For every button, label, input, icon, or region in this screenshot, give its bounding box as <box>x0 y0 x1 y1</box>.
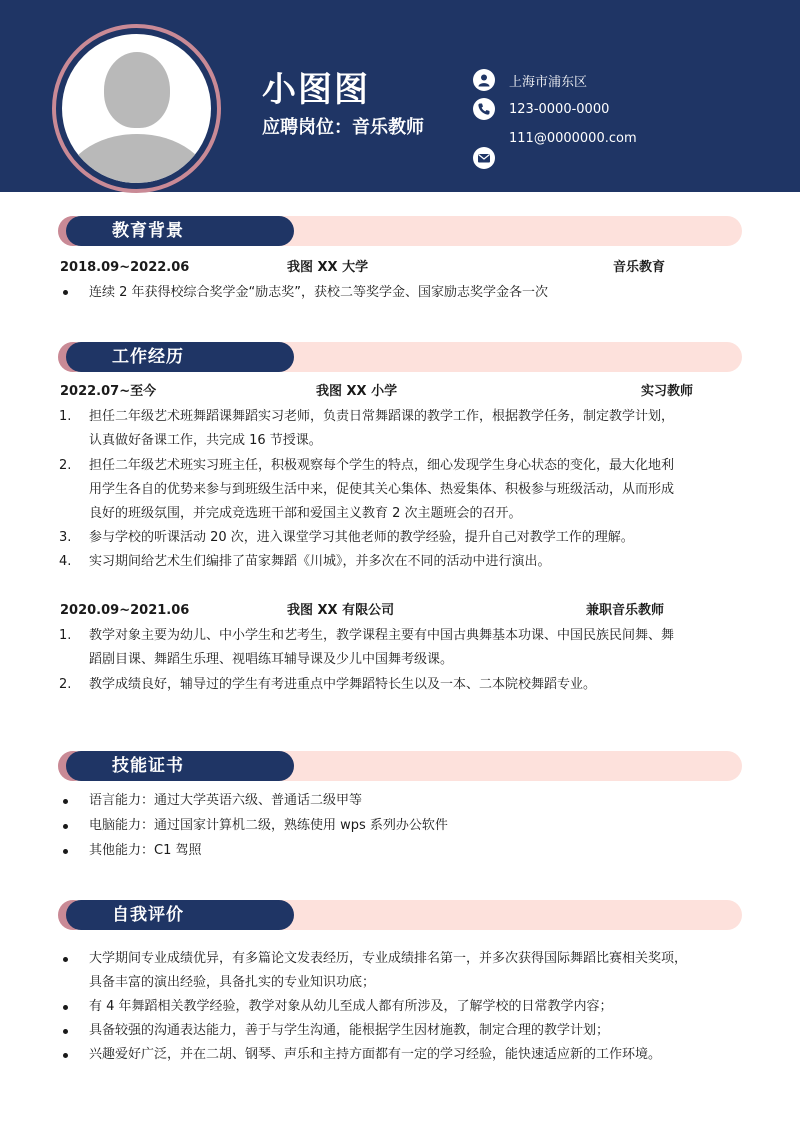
applied-position: 应聘岗位：音乐教师 <box>262 117 424 138</box>
skill-item: 电脑能力：通过国家计算机二级，熟练使用 wps 系列办公软件 <box>89 818 448 833</box>
person-icon <box>473 69 495 91</box>
avatar <box>52 24 221 193</box>
skill-item: 其他能力：C1 驾照 <box>89 843 202 858</box>
bullet-dot <box>63 1029 68 1034</box>
self-eval-line: 大学期间专业成绩优异，有多篇论文发表经历，专业成绩排名第一，并多次获得国际舞蹈比赛相关奖项， <box>89 951 688 966</box>
mail-icon <box>473 147 495 169</box>
bullet-dot <box>63 849 68 854</box>
contact-mail-icon-row <box>473 146 495 170</box>
section-title: 技能证书 <box>66 751 294 781</box>
education-date: 2018.09~2022.06 <box>60 260 190 275</box>
section-skills-header <box>58 751 742 781</box>
bullet-dot <box>63 957 68 962</box>
self-eval-line: 具备较强的沟通表达能力，善于与学生沟通，能根据学生因材施教，制定合理的教学计划； <box>89 1023 610 1038</box>
job-org: 我图 XX 小学 <box>316 384 398 399</box>
item-number: 4. <box>59 554 72 569</box>
phone-icon <box>473 98 495 120</box>
bullet-dot <box>63 799 68 804</box>
section-self-header <box>58 900 742 930</box>
item-number: 1. <box>59 409 72 424</box>
job-item-line: 担任二年级艺术班舞蹈课舞蹈实习老师，负责日常舞蹈课的教学工作，根据教学任务，制定教学计划， <box>89 409 675 424</box>
education-bullet: 连续 2 年获得校综合奖学金“励志奖”，获校二等奖学金、国家励志奖学金各一次 <box>89 285 549 300</box>
item-number: 1. <box>59 628 72 643</box>
self-eval-line: 有 4 年舞蹈相关教学经验，教学对象从幼儿至成人都有所涉及，了解学校的日常教学内容； <box>89 999 613 1014</box>
education-major: 音乐教育 <box>613 260 666 275</box>
job-role: 兼职音乐教师 <box>586 603 665 618</box>
job-role: 实习教师 <box>641 384 694 399</box>
job-item-line: 实习期间给艺术生们编排了苗家舞蹈《川城》，并多次在不同的活动中进行演出。 <box>89 554 551 569</box>
email-text: 111@0000000.com <box>509 130 637 146</box>
bullet-dot <box>63 824 68 829</box>
item-number: 3. <box>59 530 72 545</box>
contact-email <box>473 126 637 150</box>
job-item-line: 教学成绩良好，辅导过的学生有考进重点中学舞蹈特长生以及一本、二本院校舞蹈专业。 <box>89 677 597 692</box>
section-education-header <box>58 216 742 246</box>
section-title: 教育背景 <box>66 216 294 246</box>
candidate-name: 小图图 <box>262 70 370 110</box>
address-text: 上海市浦东区 <box>509 74 588 90</box>
job-item-line: 用学生各自的优势来参与到班级生活中来，促使其关心集体、热爱集体、积极参与班级活动，从而形成 <box>89 482 675 497</box>
job-date: 2020.09~2021.06 <box>60 603 190 618</box>
contact-address <box>473 68 587 92</box>
section-title: 自我评价 <box>66 900 294 930</box>
job-item-line: 教学对象主要为幼儿、中小学生和艺考生，教学课程主要有中国古典舞基本功课、中国民族民间舞、舞 <box>89 628 675 643</box>
section-title: 工作经历 <box>66 342 294 372</box>
job-item-line: 认真做好备课工作，共完成 16 节授课。 <box>89 433 322 448</box>
self-eval-line: 具备丰富的演出经验，具备扎实的专业知识功底； <box>89 975 376 990</box>
job-item-line: 蹈剧目课、舞蹈生乐理、视唱练耳辅导课及少儿中国舞考级课。 <box>89 652 454 667</box>
job-item-line: 担任二年级艺术班实习班主任，积极观察每个学生的特点，细心发现学生身心状态的变化，最大化地利 <box>89 458 675 473</box>
job-org: 我图 XX 有限公司 <box>287 603 395 618</box>
bullet-dot <box>63 1053 68 1058</box>
job-date: 2022.07~至今 <box>60 384 157 399</box>
skill-item: 语言能力：通过大学英语六级、普通话二级甲等 <box>89 793 363 808</box>
contact-phone <box>473 97 609 121</box>
section-work-header <box>58 342 742 372</box>
item-number: 2. <box>59 677 72 692</box>
job-item-line: 参与学校的听课活动 20 次，进入课堂学习其他老师的教学经验，提升自己对教学工作的理解。 <box>89 530 634 545</box>
avatar-placeholder-icon <box>62 34 211 183</box>
education-school: 我图 XX 大学 <box>287 260 369 275</box>
phone-text: 123-0000-0000 <box>509 101 610 117</box>
bullet-dot <box>63 1005 68 1010</box>
bullet-dot <box>63 290 68 295</box>
self-eval-line: 兴趣爱好广泛，并在二胡、钢琴、声乐和主持方面都有一定的学习经验，能快速适应新的工作环境。 <box>89 1047 662 1062</box>
item-number: 2. <box>59 458 72 473</box>
job-item-line: 良好的班级氛围，并完成竞选班干部和爱国主义教育 2 次主题班会的召开。 <box>89 506 522 521</box>
